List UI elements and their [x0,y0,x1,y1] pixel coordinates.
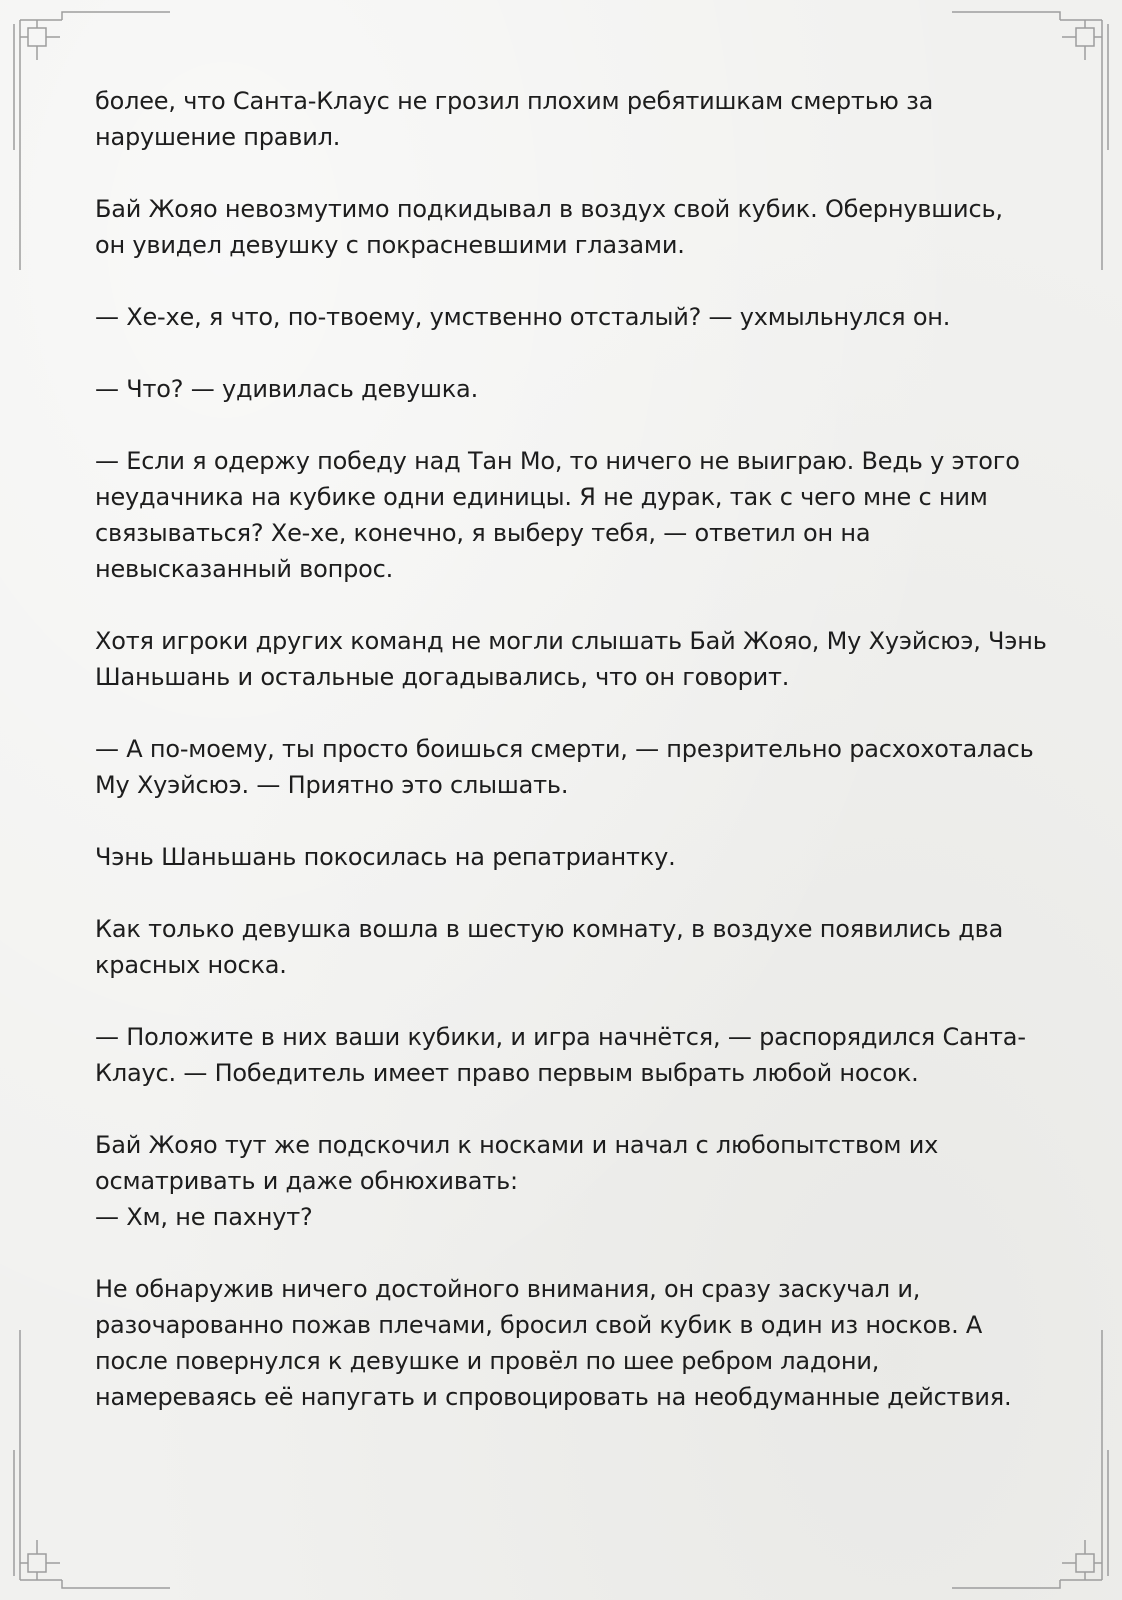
text-line: — Если я одержу победу над Тан Мо, то ничего не выиграю. Ведь у этого [95,447,1020,475]
text-line: — Хм, не пахнут? [95,1203,313,1231]
paragraph [95,299,1035,335]
text-line: красных носка. [95,951,287,979]
text-line: — А по-моему, ты просто боишься смерти, — презрительно расхохоталась [95,735,1034,763]
text-line: Му Хуэйсюэ. — Приятно это слышать. [95,771,569,799]
text-line: он увидел девушку с покрасневшими глазами. [95,231,685,259]
text-line: Как только девушка вошла в шестую комнату, в воздухе появились два [95,915,1004,943]
paragraph [95,443,1035,587]
text-line: неудачника на кубике одни единицы. Я не дурак, так с чего мне с ним [95,483,988,511]
text-line: — Положите в них ваши кубики, и игра начнётся, — распорядился Санта- [95,1023,1026,1051]
text-line: невысказанный вопрос. [95,555,394,583]
text-line: — Хе-хе, я что, по-твоему, умственно отсталый? — ухмыльнулся он. [95,303,951,331]
paragraph [95,623,1047,695]
paragraph [95,371,1035,407]
text-line: разочарованно пожав плечами, бросил свой кубик в один из носков. А [95,1311,983,1339]
document-body [95,83,1047,1451]
text-line: Бай Жояо тут же подскочил к носками и начал с любопытством их [95,1131,939,1159]
text-line: Не обнаружив ничего достойного внимания, он сразу заскучал и, [95,1275,921,1303]
paragraph [95,1127,1035,1235]
paragraph [95,839,1035,875]
text-line: нарушение правил. [95,123,341,151]
paragraph [95,191,1035,263]
paragraph [95,1271,1035,1415]
text-line: намереваясь её напугать и спровоцировать на необдуманные действия. [95,1383,1012,1411]
text-line: Хотя игроки других команд не могли слышать Бай Жояо, Му Хуэйсюэ, Чэнь [95,627,1047,655]
text-line: более, что Санта-Клаус не грозил плохим ребятишкам смертью за [95,87,934,115]
paragraph [95,83,1035,155]
text-line: Бай Жояо невозмутимо подкидывал в воздух свой кубик. Обернувшись, [95,195,1003,223]
text-line: после повернулся к девушке и провёл по шее ребром ладони, [95,1347,880,1375]
text-line: — Что? — удивилась девушка. [95,375,478,403]
text-line: Шаньшань и остальные догадывались, что он говорит. [95,663,790,691]
text-line: осматривать и даже обнюхивать: [95,1167,518,1195]
paragraph [95,911,1035,983]
text-line: связываться? Хе-хе, конечно, я выберу тебя, — ответил он на [95,519,871,547]
text-line: Чэнь Шаньшань покосилась на репатриантку. [95,843,676,871]
paragraph [95,731,1035,803]
paragraph [95,1019,1035,1091]
text-line: Клаус. — Победитель имеет право первым выбрать любой носок. [95,1059,919,1087]
